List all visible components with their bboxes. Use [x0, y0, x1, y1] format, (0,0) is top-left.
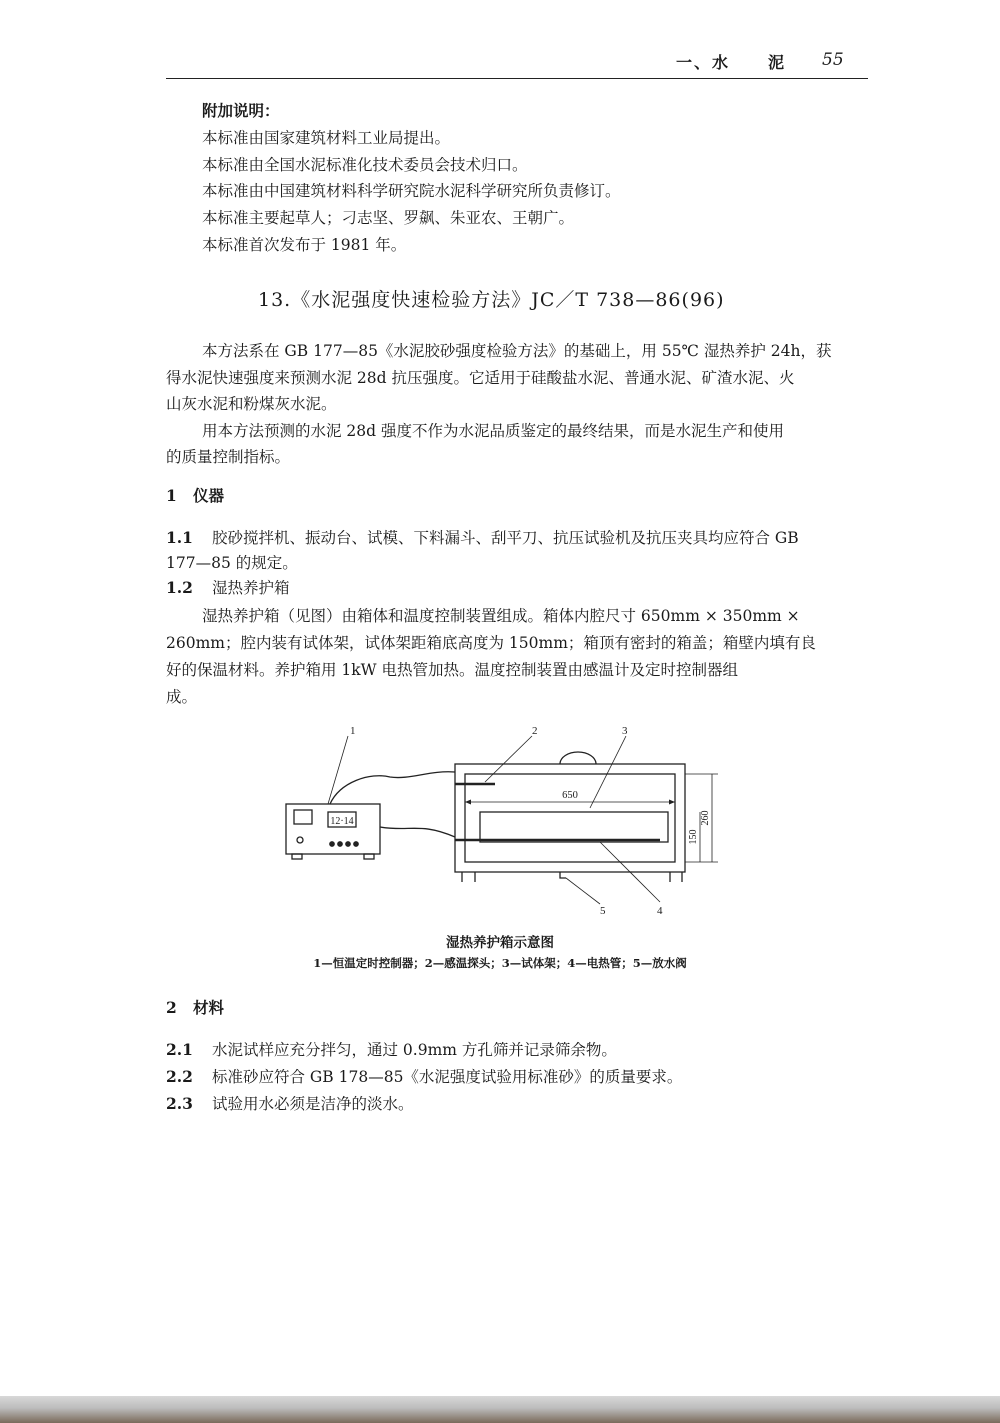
curing-box-diagram [270, 722, 740, 922]
dimension-length: 650 [562, 790, 578, 801]
lid-handle [560, 752, 596, 764]
clause-2-3: 2.3 试验用水必须是洁净的淡水。 [166, 1094, 414, 1113]
section-heading-instruments: 1 仪器 [166, 486, 225, 505]
appendix-heading: 附加说明： [202, 101, 280, 120]
label-4: 4 [657, 905, 663, 917]
figure-caption: 湿热养护箱示意图 [446, 935, 554, 951]
intro-line: 的质量控制指标。 [166, 448, 291, 466]
section-heading-materials: 2 材料 [166, 998, 225, 1017]
label-3: 3 [622, 725, 628, 737]
label-5: 5 [600, 905, 606, 917]
appendix-line: 本标准首次发布于 1981 年。 [202, 236, 407, 254]
clause-1-2-line: 好的保温材料。养护箱用 1kW 电热管加热。温度控制装置由感温计及定时控制器组 [166, 661, 739, 679]
scan-bottom-edge [0, 1396, 1000, 1423]
curing-box [455, 764, 685, 872]
controller-unit [286, 804, 380, 859]
clause-2-1: 2.1 水泥试样应充分拌匀，通过 0.9mm 方孔筛并记录筛余物。 [166, 1040, 617, 1059]
standard-title: 13.《水泥强度快速检验方法》JC／T 738—86(96) [258, 289, 725, 311]
appendix-line: 本标准由全国水泥标准化技术委员会技术归口。 [202, 156, 528, 174]
dimension-height: 260 [700, 810, 711, 826]
label-2: 2 [532, 725, 538, 737]
cable-upper [330, 772, 455, 804]
clause-2-2: 2.2 标准砂应符合 GB 178—85《水泥强度试验用标准砂》的质量要求。 [166, 1067, 683, 1086]
page-number: 55 [822, 50, 844, 70]
drain-valve [560, 872, 566, 878]
appendix-line: 本标准主要起草人；刁志坚、罗飙、朱亚农、王朝广。 [202, 209, 575, 227]
running-header-chapter: 一、水 泥 [676, 53, 787, 72]
cable-lower [380, 827, 455, 837]
clause-1-2-line: 260mm；腔内装有试体架，试体架距箱底高度为 150mm；箱顶有密封的箱盖；箱壁内填有良 [166, 634, 816, 652]
dimension-rack: 150 [688, 829, 699, 845]
clause-1-2-line: 湿热养护箱（见图）由箱体和温度控制装置组成。箱体内腔尺寸 650mm × 350mm × [202, 607, 800, 625]
intro-line: 用本方法预测的水泥 28d 强度不作为水泥品质鉴定的最终结果，而是水泥生产和使用 [202, 422, 785, 440]
intro-line: 山灰水泥和粉煤灰水泥。 [166, 395, 337, 413]
clause-1-2-heading: 1.2 湿热养护箱 [166, 578, 290, 597]
appendix-line: 本标准由中国建筑材料科学研究院水泥科学研究所负责修订。 [202, 182, 621, 200]
specimen-rack [480, 812, 668, 842]
header-rule [166, 78, 868, 79]
controller-display: 12·14 [330, 816, 354, 827]
clause-1-1-cont: 177—85 的规定。 [166, 554, 298, 572]
intro-line: 本方法系在 GB 177—85《水泥胶砂强度检验方法》的基础上，用 55℃ 湿热养护 24h，获 [202, 342, 832, 360]
figure-legend: 1—恒温定时控制器；2—感温探头；3—试体架；4—电热管；5—放水阀 [313, 956, 687, 970]
label-1: 1 [350, 725, 356, 737]
intro-line: 得水泥快速强度来预测水泥 28d 抗压强度。它适用于硅酸盐水泥、普通水泥、矿渣水泥、火 [166, 369, 795, 387]
clause-1-1: 1.1 胶砂搅拌机、振动台、试模、下料漏斗、刮平刀、抗压试验机及抗压夹具均应符合 GB [166, 528, 799, 547]
clause-1-2-line: 成。 [166, 688, 198, 706]
appendix-line: 本标准由国家建筑材料工业局提出。 [202, 129, 451, 147]
